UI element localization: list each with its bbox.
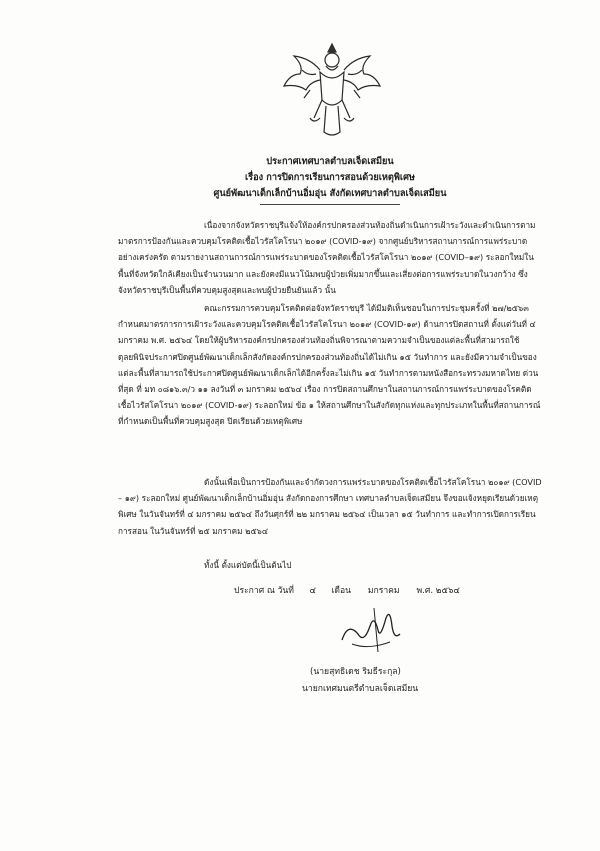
issuer-line: ประกาศเทศบาลตำบลเจ็ดเสมียน bbox=[266, 156, 394, 167]
body-paragraph-4: ทั้งนี้ ตั้งแต่บัดนี้เป็นต้นไป bbox=[204, 560, 292, 570]
signer-title: นายกเทศมนตรีตำบลเจ็ดเสมียน bbox=[302, 684, 419, 694]
signer-name: (นายสุทธิเดช ริมธีระกุล) bbox=[310, 667, 401, 677]
date-day: ๔ bbox=[309, 586, 316, 596]
body-paragraph-1: เนื่องจากจังหวัดราชบุรีแจ้งให้องค์กรปกครองส่วนท้องถิ่นดำเนินการเฝ้าระวังและดำเนินการตามมาตรการป้องกันและควบคุมโรคติดเชื้อไวรัสโคโรนา ๒๐๑๙ (COVID-๑๙) จากศูนย์บริหารสถานการณ์การแพร่ระบาดอย่างเคร่งครัด ตามรายงานสถานการณ์การแพร่ระบาดของโรคติดเชื้อไวรัสโคโรนา ๒๐๑๙ (COVID–๑๙) ระลอกใหม่ในพื้นที่จังหวัดใกล้เคียงเป็นจำนวนมาก และยังคงมีแนวโน้มพบผู้ป่วยเพิ่มมากขึ้นและเสี่ยงต่อการแพร่ระบาดในวงกว้าง ซึ่งจังหวัดราชบุรีเป็นพื้นที่ควบคุมสูงสุดและพบผู้ป่วยยืนยันแล้ว นั้น bbox=[118, 220, 536, 295]
announcement-date bbox=[234, 583, 460, 597]
center-line: ศูนย์พัฒนาเด็กเล็กบ้านอิ่มอุ่น สังกัดเทศบาลตำบลเจ็ดเสมียน bbox=[213, 188, 447, 199]
subject-line: เรื่อง การปิดการเรียนการสอนด้วยเหตุพิเศษ bbox=[245, 172, 415, 183]
garuda-emblem-icon bbox=[280, 40, 384, 140]
body-paragraph-3: ดังนั้นเพื่อเป็นการป้องกันและจำกัดวงการแพร่ระบาดของโรคติดเชื้อไวรัสโคโรนา ๒๐๑๙ (COVID – ๑๙) ระลอกใหม่ ศูนย์พัฒนาเด็กเล็กบ้านอิ่มอุ่น สังกัดกองการศึกษา เทศบาลตำบลเจ็ดเสมียน จึงขอแจ้งหยุดเรียนด้วยเหตุพิเศษ ในวันจันทร์ที่ ๔ มกราคม ๒๕๖๔ ถึงวันศุกร์ที่ ๒๒ มกราคม ๒๕๖๔ เป็นเวลา ๑๕ วันทำการ และทำการเปิดการเรียนการสอน ในวันจันทร์ที่ ๒๕ มกราคม ๒๕๖๔ bbox=[118, 477, 542, 536]
date-month: มกราคม bbox=[367, 586, 400, 596]
header-divider bbox=[260, 204, 400, 205]
body-paragraph-2: คณะกรรมการควบคุมโรคติดต่อจังหวัดราชบุรี ได้มีมติเห็นชอบในการประชุมครั้งที่ ๒๗/๒๕๖๓ กำหนดมาตรการการเฝ้าระวังและควบคุมโรคติดเชื้อไวรัสโคโรนา ๒๐๑๙ (COVID-๑๙) ด้านการปิดสถานที่ ตั้งแต่วันที่ ๔ มกราคม พ.ศ. ๒๕๖๔ โดยให้ผู้บริหารองค์กรปกครองส่วนท้องถิ่นพิจารณาตามความจำเป็นของแต่ละพื้นที่สามารถใช้ดุลยพินิจประกาศปิดศูนย์พัฒนาเด็กเล็กสังกัดองค์กรปกครองส่วนท้องถิ่นได้ไม่เกิน ๑๕ วันทำการ และยังมีความจำเป็นของแต่ละพื้นที่สามารถใช้ประกาศปิดศูนย์พัฒนาเด็กเล็กได้อีกครั้งละไม่เกิน ๑๕ วันทำการตามหนังสือกระทรวงมหาดไทย ด่วนที่สุด ที่ มท ๐๘๑๖.๓/ว ๑๑ ลงวันที่ ๓ มกราคม ๒๕๖๔ เรื่อง การปิดสถานศึกษาในสถานการณ์การแพร่ระบาดของโรคติดเชื้อไวรัสโคโรนา ๒๐๑๙ (COVID-๑๙) ระลอกใหม่ ข้อ ๑ ให้สถานศึกษาในสังกัดทุกแห่งและทุกประเภทในพื้นที่สถานการณ์ที่กำหนดเป็นพื้นที่ควบคุมสูงสุด ปิดเรียนด้วยเหตุพิเศษ bbox=[118, 303, 541, 427]
date-month-label: เดือน bbox=[331, 586, 352, 596]
handwritten-signature-icon bbox=[334, 600, 404, 660]
announcement-header bbox=[140, 154, 520, 202]
date-prefix: ประกาศ ณ วันที่ bbox=[234, 586, 294, 596]
date-year: พ.ศ. ๒๕๖๔ bbox=[416, 586, 460, 596]
